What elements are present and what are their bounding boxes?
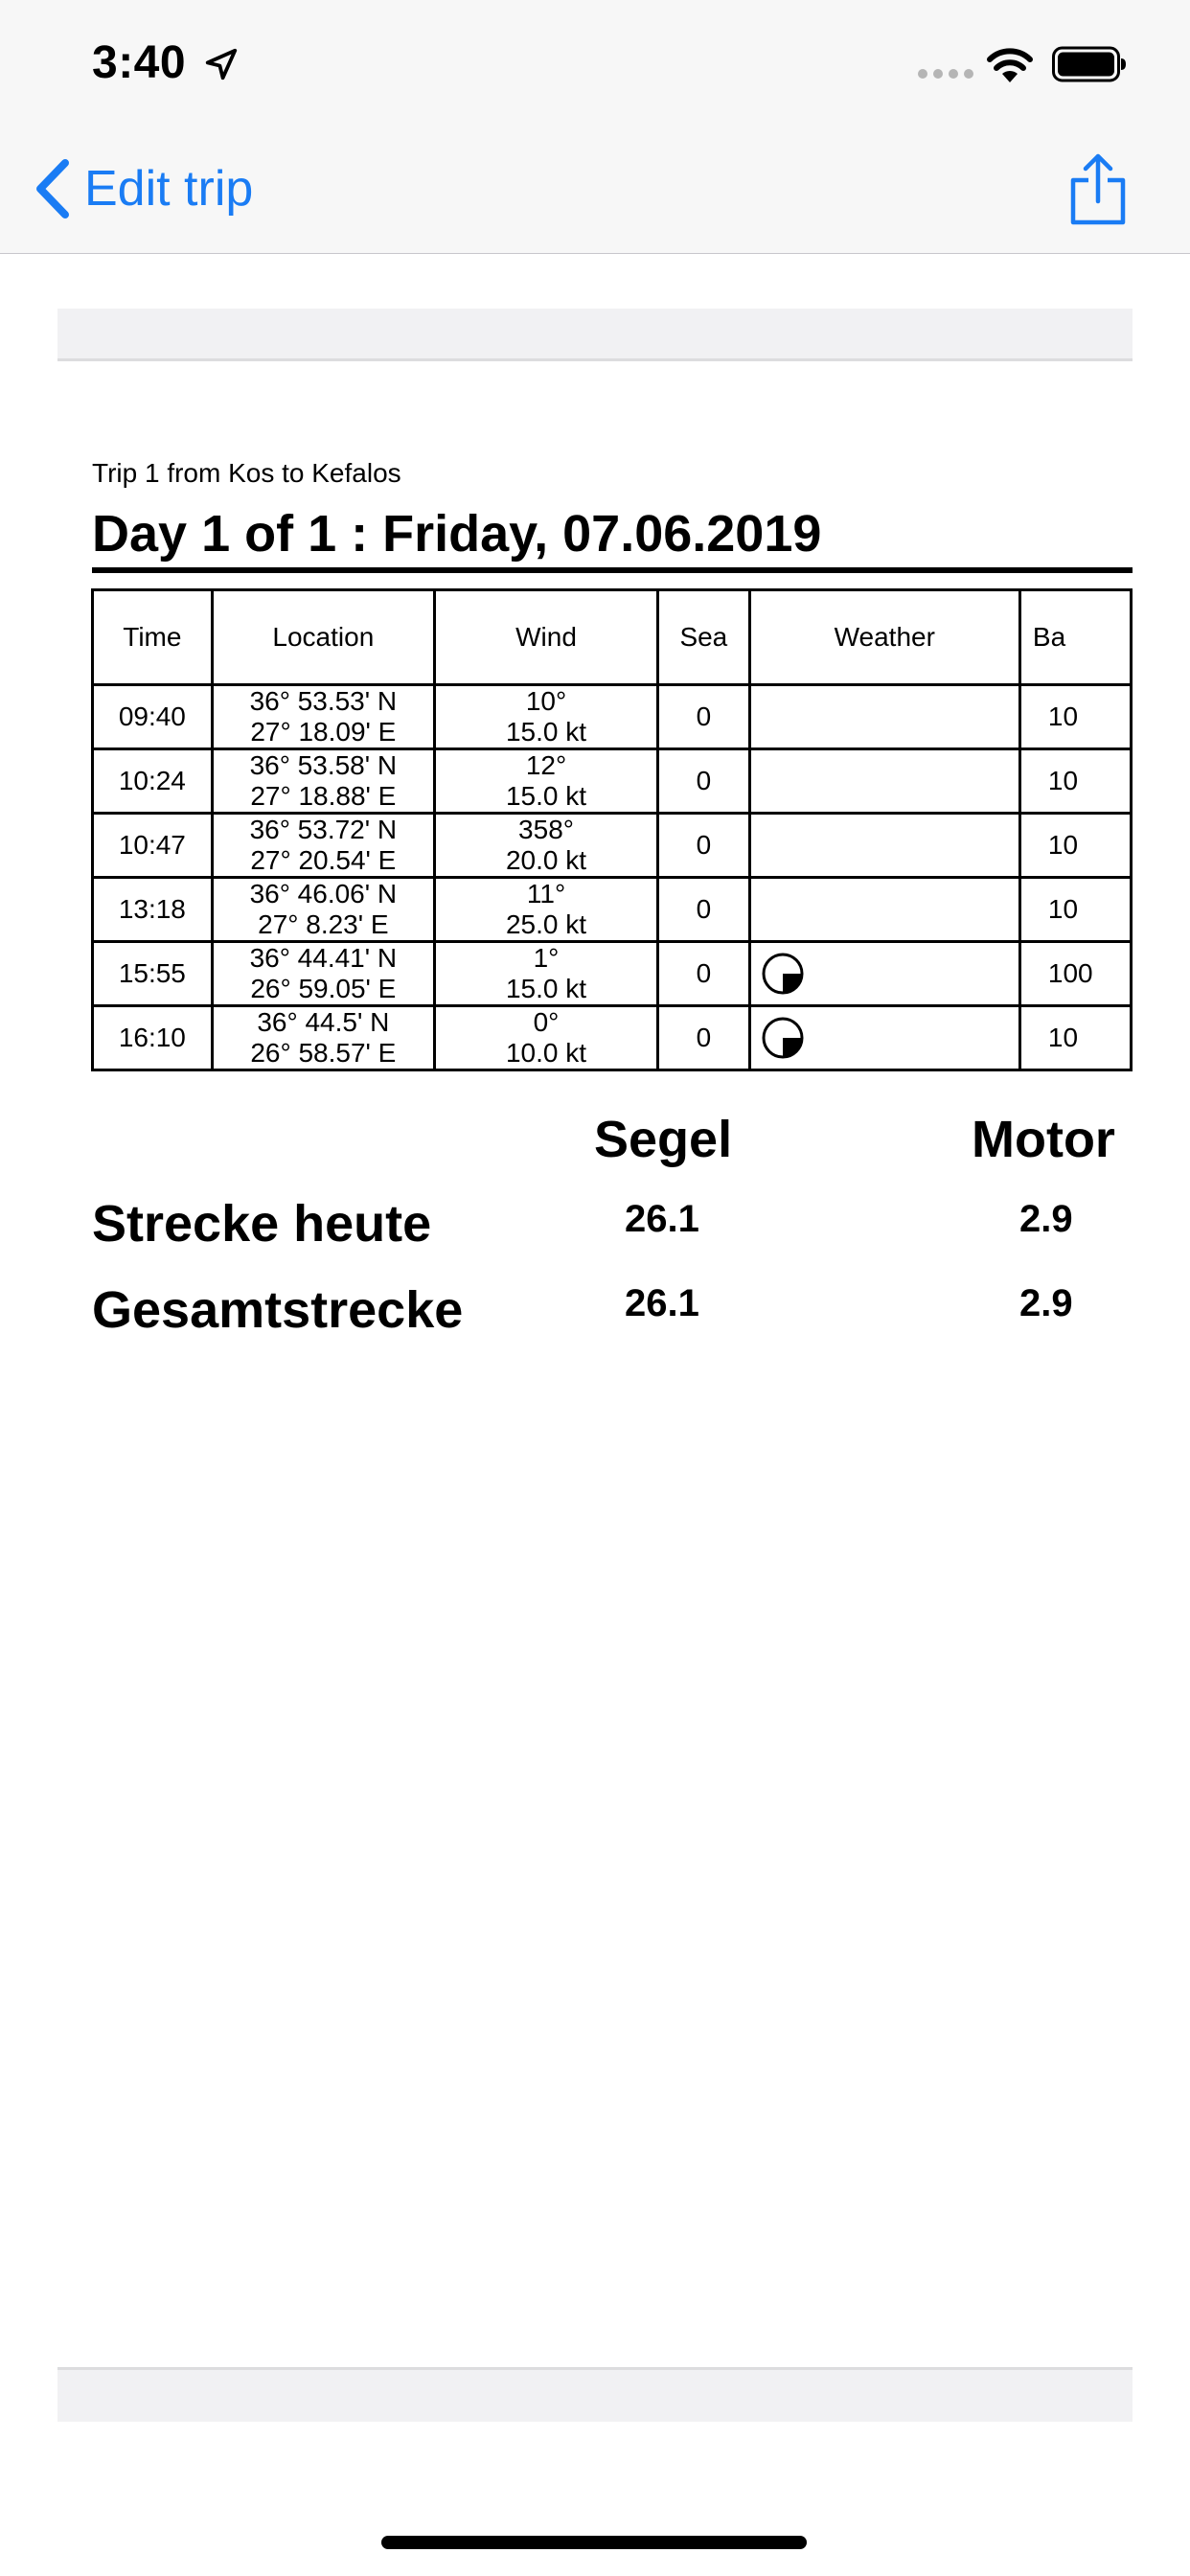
status-time: 3:40 [92, 37, 187, 88]
cell-weather [749, 814, 1019, 878]
table-row [93, 685, 1132, 749]
back-button[interactable] [33, 155, 253, 222]
cell-wind: 1° 15.0 kt [434, 942, 657, 1006]
summary-motor-today: 2.9 [1019, 1198, 1073, 1240]
cell-weather [749, 1006, 1019, 1070]
header-sea: Sea [658, 590, 750, 685]
cell-weather [749, 685, 1019, 749]
cell-location: 36° 46.06' N 27° 8.23' E [212, 878, 434, 942]
cell-location: 36° 53.53' N 27° 18.09' E [212, 685, 434, 749]
header-location: Location [212, 590, 434, 685]
table-row [93, 814, 1132, 878]
cell-wind: 0° 10.0 kt [434, 1006, 657, 1070]
cell-time: 13:18 [93, 878, 213, 942]
header-wind: Wind [434, 590, 657, 685]
cell-barometer: 100 [1019, 942, 1131, 1006]
status-bar [0, 0, 1190, 126]
summary-label-total: Gesamtstrecke [92, 1281, 464, 1339]
cell-weather [749, 878, 1019, 942]
table-row [93, 1006, 1132, 1070]
wifi-icon [985, 46, 1035, 84]
battery-icon [1052, 46, 1127, 82]
cell-wind: 10° 15.0 kt [434, 685, 657, 749]
cell-time: 16:10 [93, 1006, 213, 1070]
day-title: Day 1 of 1 : Friday, 07.06.2019 [92, 505, 822, 563]
cell-location: 36° 44.41' N 26° 59.05' E [212, 942, 434, 1006]
cloud-cover-quarter-icon [761, 1016, 805, 1060]
summary-sail-today: 26.1 [625, 1198, 699, 1240]
cell-wind: 358° 20.0 kt [434, 814, 657, 878]
chevron-left-icon [33, 157, 71, 220]
title-underline [92, 567, 1133, 573]
header-barometer: Ba [1019, 590, 1131, 685]
home-indicator[interactable] [381, 2536, 807, 2549]
cell-weather [749, 749, 1019, 814]
header-weather: Weather [749, 590, 1019, 685]
cell-sea: 0 [658, 814, 750, 878]
cloud-cover-quarter-icon [761, 952, 805, 996]
cell-sea: 0 [658, 1006, 750, 1070]
location-arrow-icon [203, 46, 240, 82]
back-button-label: Edit trip [84, 161, 254, 217]
cell-time: 15:55 [93, 942, 213, 1006]
navigation-bar [0, 126, 1190, 254]
summary-sail-total: 26.1 [625, 1282, 699, 1324]
cell-barometer: 10 [1019, 1006, 1131, 1070]
cell-weather [749, 942, 1019, 1006]
cell-location: 36° 44.5' N 26° 58.57' E [212, 1006, 434, 1070]
table-row [93, 878, 1132, 942]
cell-barometer: 10 [1019, 749, 1131, 814]
cell-sea: 0 [658, 749, 750, 814]
summary-header-sail: Segel [594, 1111, 733, 1168]
cell-sea: 0 [658, 942, 750, 1006]
table-row [93, 942, 1132, 1006]
cell-barometer: 10 [1019, 685, 1131, 749]
share-icon[interactable] [1067, 153, 1129, 226]
summary-header-motor: Motor [972, 1111, 1115, 1168]
cell-time: 10:47 [93, 814, 213, 878]
log-table [91, 588, 1133, 1071]
page-separator-top [57, 309, 1133, 361]
cell-sea: 0 [658, 878, 750, 942]
cell-location: 36° 53.72' N 27° 20.54' E [212, 814, 434, 878]
summary-motor-total: 2.9 [1019, 1282, 1073, 1324]
document-preview[interactable] [57, 362, 1133, 2365]
cell-sea: 0 [658, 685, 750, 749]
cell-barometer: 10 [1019, 814, 1131, 878]
table-header-row [93, 590, 1132, 685]
cell-wind: 12° 15.0 kt [434, 749, 657, 814]
summary-label-today: Strecke heute [92, 1195, 432, 1253]
cell-time: 09:40 [93, 685, 213, 749]
cell-barometer: 10 [1019, 878, 1131, 942]
trip-title: Trip 1 from Kos to Kefalos [92, 458, 401, 488]
cell-wind: 11° 25.0 kt [434, 878, 657, 942]
cell-location: 36° 53.58' N 27° 18.88' E [212, 749, 434, 814]
cellular-signal-icon [918, 69, 973, 79]
page-separator-bottom [57, 2367, 1133, 2422]
table-row [93, 749, 1132, 814]
header-time: Time [93, 590, 213, 685]
cell-time: 10:24 [93, 749, 213, 814]
